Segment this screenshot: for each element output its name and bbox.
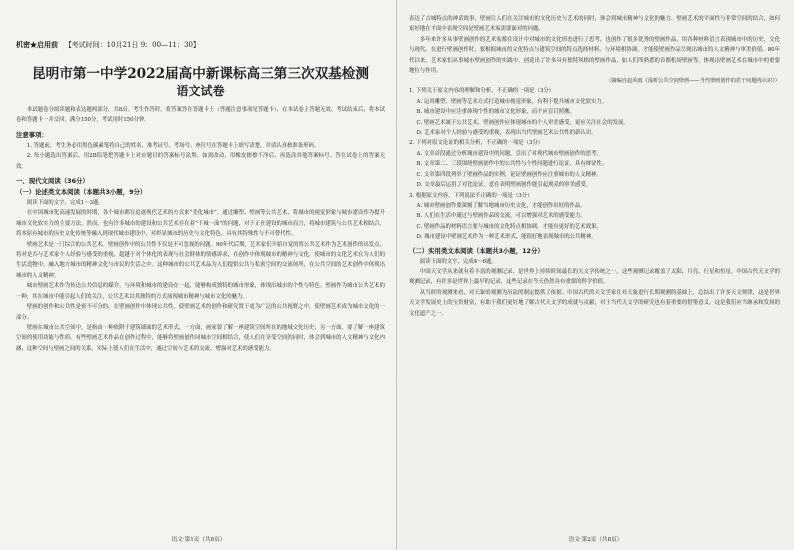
question-option: A. 运用雕塑、壁画等艺术方式打造城市视觉形象，有利于提升城市文化软实力。 bbox=[416, 98, 608, 105]
article-paragraph: 中国天文学从来就有着丰富的观测记录，是世界上持续时间最长的天文学传统之一。这些观测记录覆盖了太阳、月亮、行星和恒星。中国古代天文学的观测记录，有许多是世界上最早的记录，这些记录在今天仍然具有重要的科学价值。 bbox=[409, 268, 780, 286]
source-citation: （摘编自赵风雨《浅析公共空间壁画——当代壁画创作的若干问题再认识》） bbox=[606, 78, 780, 85]
question-option: A. 城市壁画创作要深刻了解当地城市历史文化，才能创作出好的作品。 bbox=[416, 202, 586, 209]
article-paragraph: 壁画艺术是一门综合的公共艺术。壁画创作中的公共性不仅是不可忽视的问题。90年代后期，艺术家们开始自觉的将公共艺术作为艺术创作的出发点，将对是否与艺术家个人经验与感受的重视，超越于对个体化的表现与社会群体的情感诉求，在创作中体现城市的精神与文化，使城市的文化艺术在为人们的生活造物中，融入地方城市的精神文化与市民的生活之中。这种城市的公共艺术品为人们提供公共与私密空间的交流场所，在公共空间的艺术创作中体现出城市的人文精神。 bbox=[16, 241, 385, 279]
exam-title: 昆明市第一中学2022届高中新课标高三第三次双基检测 bbox=[32, 66, 369, 82]
article-paragraph: 多年来许多从事壁画创作的艺术家都在设计中对城市的文化形态进行了思考，也创作了很多优秀的壁画作品，用各种材料语言表现城市中的历史、文化与现代。在进行壁画创作时，要根据城市的文化特点与建筑空间的特点选择材料，与环境相协调，才能使壁画作品呈现出城市的人文精神与审美价值。80年代以来，艺术家们从事城市壁画创作的实践中，创造出了许多具有独特风格的壁画作品，如人们所熟悉的首都机场壁画等，体现出壁画艺术在城市中的重要地位与作用。 bbox=[409, 36, 780, 75]
intro-paragraph: 本试题卷分阅读题和表达题两部分，共8页。考生作答时，将答案答在答题卡上（答题注意事项见答题卡），在本试卷上答题无效。考试结束后，将本试卷和答题卡一并交回。满分150分，考试用时150分钟。 bbox=[16, 107, 385, 124]
note-item: 1. 答题前，考生务必用黑色碳素笔将自己的姓名、准考证号、考场号、座位号在答题卡上填写清楚，并请认真核准条形码。 bbox=[26, 142, 320, 149]
confidential-label: 机密★启用前 bbox=[16, 40, 58, 49]
exam-subtitle: 语文试卷 bbox=[176, 84, 225, 98]
section-instruction: 阅读下面的文字，完成4～6题。 bbox=[419, 258, 497, 265]
page-footer: 语文·第1页（共8页） bbox=[171, 537, 226, 543]
article-paragraph: 壁画的创作和公共性是密不可分的。在壁画创作中体现公共性，使壁画艺术的创作和研究置于更为广泛的公共视野之中，使壁画艺术成为城市文化的一部分。 bbox=[16, 304, 385, 321]
article-paragraph: 在中国城市化高速发展的时期，各个城市都在追逐现代艺术的方式来“美化城市”。通过雕塑、壁画等公共艺术，将城市的视觉形象与城市建设作为提升城市文化软实力的主要方法。然而，也有许多城市的建设和公共艺术存在着“千城一面”的问题，对于正在建设的城市而言，将城市建筑与公共艺术相结合，将本原有城市的历史文化传统等融入到现代城市建设中，对彰显城市的历史与文化特色，具有其特殊性与不可替代性。 bbox=[16, 210, 385, 238]
article-paragraph: 从当时的观测来看，对天象的观测为历法的制定提供了依据。中国古代的天文学家在对天象进行长期观测的基础上，总结出了许多天文规律，这是世界天文学发展史上的宝贵财富，有助于我们更好地了解古代天文学的成就与贡献，对于当代天文学的研究也有着重要的借鉴意义，这是我们应当继承和发扬的文化遗产之一。 bbox=[409, 289, 780, 317]
question-option: D. 文章最后运用了对比论证，意在表明壁画创作能引起观众的审美感受。 bbox=[416, 182, 592, 189]
subsection-heading: （一）论述类文本阅读（本题共3小题，9分） bbox=[16, 188, 147, 197]
page-footer: 语文·第2页（共8页） bbox=[568, 537, 623, 543]
notes-heading: 注意事项： bbox=[16, 130, 48, 139]
subsection-heading: （二）实用类文本阅读（本题共3小题，12分） bbox=[409, 246, 544, 255]
article-paragraph: 城市壁画艺术作为传达公共信息的媒介，与环境和城市的建设在一起，能够构成独特的城市形象，体现出城市的个性与特色。壁画作为城市公共艺术的一种，其在城市中能引起人们的关注，公共艺术以其独特的方式展现城市精神与城市文化的魅力。 bbox=[16, 283, 385, 300]
note-item: 2. 每小题选出答案后，用2B铅笔把答题卡上对应题目的答案标号涂黑。如需改动，用橡皮擦擦干净后，再选涂其他答案标号。答在试卷上的答案无效。 bbox=[16, 153, 385, 170]
question-option: B. 城市建设中应注重体现个性的城市文化形象，而不应盲目照搬。 bbox=[416, 109, 575, 116]
article-paragraph: 表达了古城特点的神话故事，壁画让人们在关注城市的文化历史与艺术的同时，体会到城市精神与文化的魅力。壁画艺术的平面性与非常空间的结合，如何更好地在平面中表现空间是壁画艺术家需要面对的问题。 bbox=[409, 16, 780, 33]
page-right bbox=[397, 0, 794, 550]
question-option: D. 城市建设中壁画艺术作为一种艺术形式，能很好地表现城市的公共精神。 bbox=[416, 234, 597, 241]
question-stem: 1. 下列关于原文内容的理解和分析，不正确的一项是（3分） bbox=[409, 88, 555, 95]
exam-time: 【考试时间：10月21日 9：00—11：30】 bbox=[64, 41, 200, 49]
question-stem: 3. 根据原文内容，下列说法不正确的一项是（3分） bbox=[409, 192, 533, 199]
question-stem: 2. 下列对原文论证的相关分析，不正确的一项是（3分） bbox=[409, 140, 544, 147]
question-option: B. 人们在生活中通过与壁画作品的交流，可以增强对艺术的感受能力。 bbox=[416, 213, 586, 220]
header-line bbox=[16, 40, 385, 50]
question-option: B. 文章第二、三段围绕壁画创作中的公共性与个性问题进行论证，具有辩证性。 bbox=[416, 161, 608, 168]
section-heading: 一、现代文阅读（36分） bbox=[16, 177, 89, 186]
section-instruction: 阅读下面的文字，完成1～3题。 bbox=[26, 200, 104, 207]
question-option: C. 壁画艺术属于公共艺术，壁画创作应体现城市的个人审美感受，更应关注社会的发展。 bbox=[416, 119, 629, 126]
question-option: C. 文章第四段列举了壁画作品的实例，论证壁画创作应注重城市的人文精神。 bbox=[416, 171, 602, 178]
question-option: C. 壁画作品的材料语言要与城市的文化特点相协调，才能有更好的艺术效果。 bbox=[416, 223, 602, 230]
question-option: A. 文章首段通过分析城市建设中的问题，引出了对现代城市壁画创作的思考。 bbox=[416, 150, 602, 157]
article-paragraph: 壁画在城市公共空间中，是指由一种依附于建筑墙面的艺术形式，一方面，画家要了解一座建筑空间所在的地域文化历史；另一方面，要了解一座建筑空间的使用功能与性质。有些壁画艺术作品在创作过程中，能够将壁画创作同城市空间相结合，使人们在享受空间的同时，体会到城市的人文精神与文化内涵，这种空间与壁画之间的关系，实际上使人们在生活中，通过空间与艺术的交流，增强对艺术的感受能力。 bbox=[16, 324, 385, 352]
question-option: D. 艺术家对个人经验与感受的重视，表现出当代壁画艺术公共性的新认识。 bbox=[416, 130, 597, 137]
